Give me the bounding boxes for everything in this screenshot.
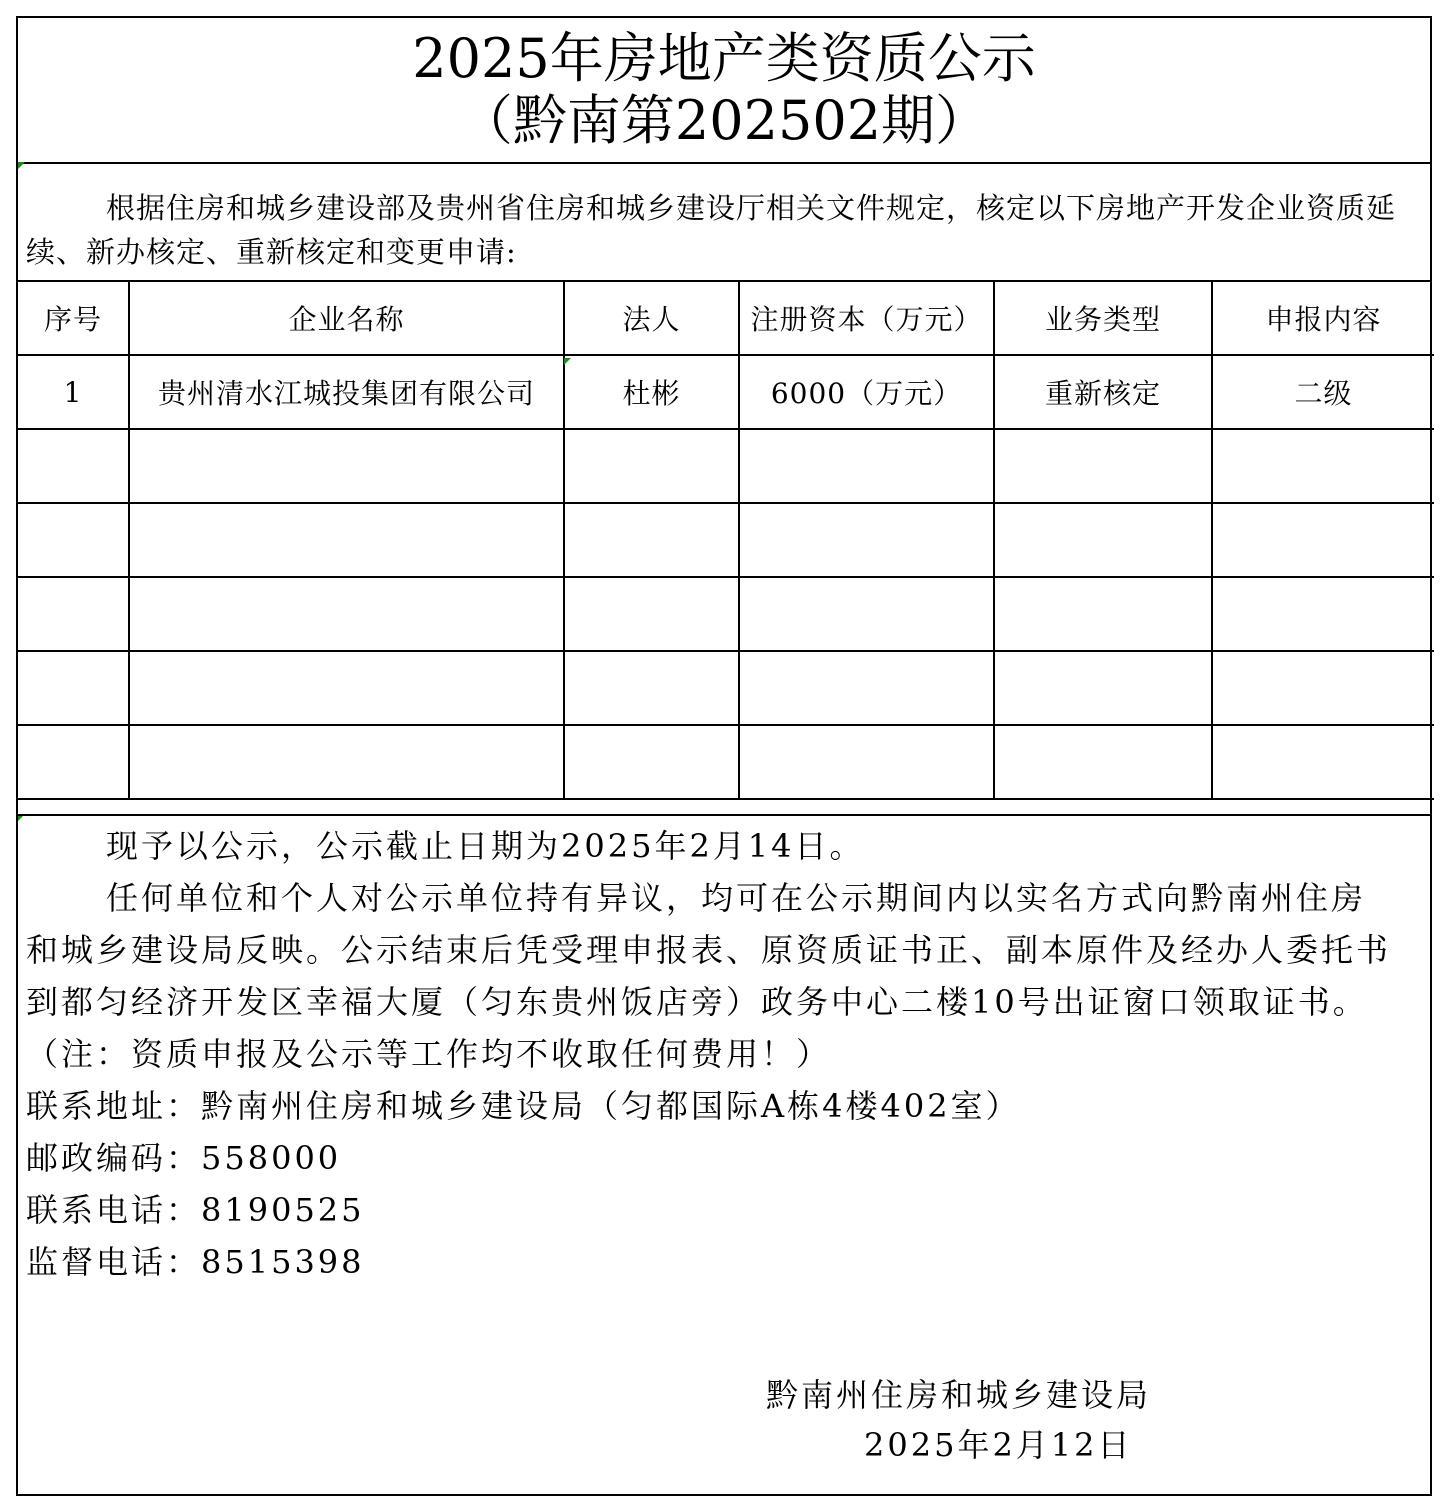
header-company: 企业名称: [129, 282, 564, 355]
cell-business-type: 重新核定: [994, 355, 1212, 429]
cell-legal-rep: 杜彬: [564, 355, 739, 429]
table-row: [18, 355, 1434, 429]
signature-date: 2025年2月12日: [864, 1426, 1133, 1464]
cell-capital: 6000（万元）: [739, 355, 994, 429]
cell-company: 贵州清水江城投集团有限公司: [129, 355, 564, 429]
page-title: 2025年房地产类资质公示: [412, 27, 1036, 90]
notice-objection: 任何单位和个人对公示单位持有异议，均可在公示期间内以实名方式向黔南州住房和城乡建设局反映。公示结束后凭受理申报表、原资质证书正、副本原件及经办人委托书到都匀经济开发区幸福大厦（匀东贵州饭店旁）政务中心二楼10号出证窗口领取证书。: [26, 879, 1392, 1021]
signature-block: [766, 1370, 1186, 1470]
intro-text: 根据住房和城乡建设部及贵州省住房和城乡建设厅相关文件规定，核定以下房地产开发企业资质延续、新办核定、重新核定和变更申请:: [26, 191, 1397, 269]
fee-note: （注：资质申报及公示等工作均不收取任何费用！）: [26, 1035, 832, 1073]
table-row-empty: [18, 651, 1434, 725]
notice-deadline: 现予以公示，公示截止日期为2025年2月14日。: [106, 827, 865, 865]
cell-application: 二级: [1212, 355, 1434, 429]
notice-section: [18, 814, 1430, 1288]
header-application: 申报内容: [1212, 282, 1434, 355]
contact-address: 联系地址：黔南州住房和城乡建设局（匀都国际A栋4楼402室）: [26, 1087, 1021, 1125]
header-business-type: 业务类型: [994, 282, 1212, 355]
cell-index: 1: [18, 355, 129, 429]
table-row-empty: [18, 429, 1434, 503]
intro-paragraph: [18, 162, 1430, 282]
contact-phone: 联系电话：8190525: [26, 1191, 365, 1229]
table-row-empty: [18, 725, 1434, 799]
signature-org: 黔南州住房和城乡建设局: [766, 1376, 1152, 1414]
header-capital: 注册资本（万元）: [739, 282, 994, 355]
notice-sheet: [16, 16, 1432, 1496]
table-row-empty: [18, 503, 1434, 577]
page-subtitle: （黔南第202502期）: [458, 89, 990, 152]
qualification-table: [18, 282, 1434, 800]
table-header-row: [18, 282, 1434, 355]
cell-marker: [564, 358, 571, 365]
header-index: 序号: [18, 282, 129, 355]
header-legal-rep: 法人: [564, 282, 739, 355]
title-block: [18, 18, 1430, 164]
table-row-empty: [18, 577, 1434, 651]
postcode: 邮政编码：558000: [26, 1139, 342, 1177]
supervision-phone: 监督电话：8515398: [26, 1243, 365, 1281]
